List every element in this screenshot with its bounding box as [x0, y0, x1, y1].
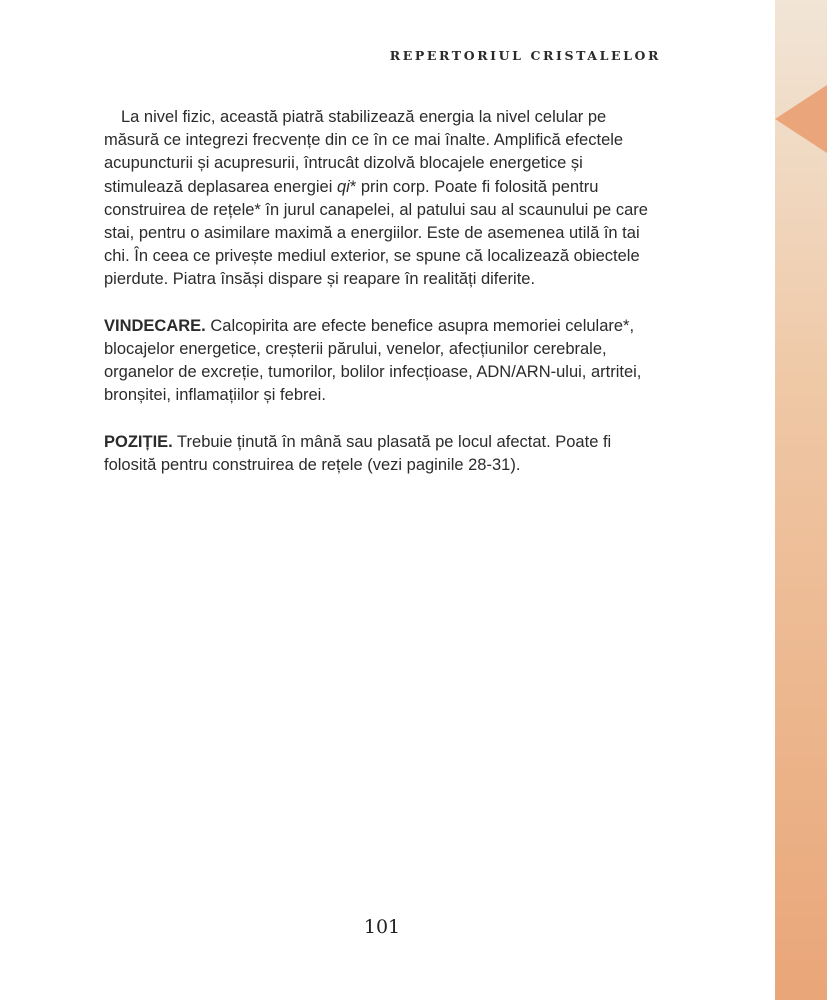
intro-text-part-1: La nivel fizic, această piatră stabilizează energia la nivel celular pe măsură ce integrezi frecvențe din ce în ce mai înalte. Amplifică efectele acupuncturii și acupresurii, întrucât dizolvă blocajele energetice și stimulează deplasarea energiei — [104, 108, 624, 196]
pozitie-text: Trebuie ținută în mână sau plasată pe locul afectat. Poate fi folosită pentru construirea de rețele (vezi paginile 28-31). — [104, 432, 612, 475]
qi-term: qi — [336, 177, 350, 196]
vindecare-paragraph — [104, 315, 664, 408]
tab-arrow-shape — [775, 85, 827, 153]
vindecare-label: VINDECARE. — [104, 316, 206, 335]
pozitie-label: POZIȚIE. — [104, 432, 173, 451]
intro-text-part-2: * prin corp. Poate fi folosită pentru construirea de rețele* în jurul canapelei, al patului sau al scaunului pe care stai, pentru o asimilare maximă a energiilor. Este de asemenea utilă în tai chi. În ceea ce privește mediul exterior, se spune că localizează obiectele pierdute. Piatra însăși dispare și reapare în realități diferite. — [104, 177, 648, 289]
vindecare-text: Calcopirita are efecte benefice asupra memoriei celulare*, blocajelor energetice, creșterii părului, venelor, afecțiunilor cerebrale, organelor de excreție, tumorilor, bolilor infecțioase, ADN/ARN-ului, artritei, bronșitei, inflamațiilor și febrei. — [104, 316, 642, 405]
pozitie-paragraph — [104, 431, 664, 477]
running-head: REPERTORIUL CRISTALELOR — [389, 48, 661, 63]
intro-paragraph — [104, 106, 664, 292]
page-number: 101 — [363, 916, 401, 938]
section-tab-arrow-icon — [775, 85, 827, 153]
body-text — [104, 106, 664, 500]
